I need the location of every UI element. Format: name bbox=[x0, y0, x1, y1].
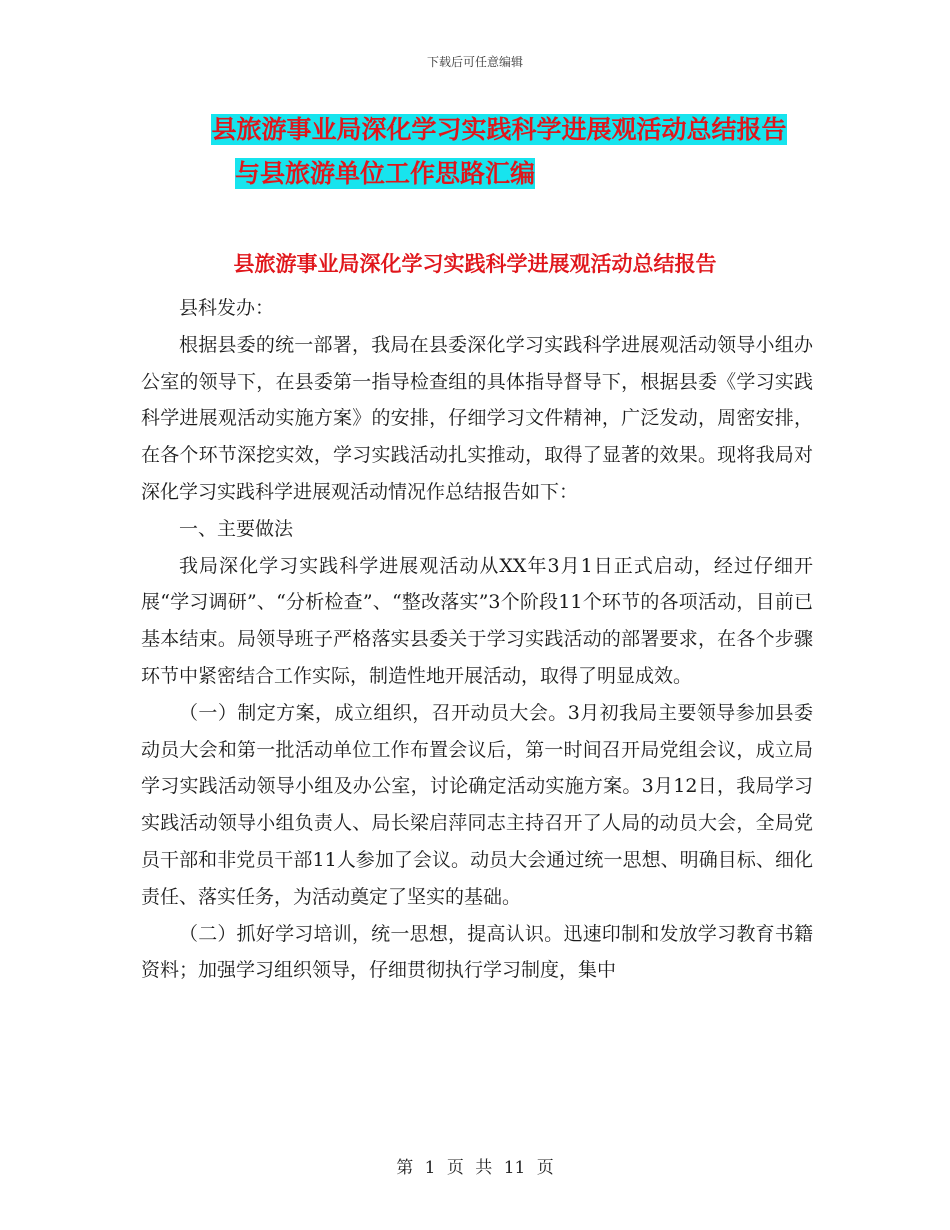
body-paragraph: 我局深化学习实践科学进展观活动从XX年3月1日正式启动，经过仔细开展“学习调研”、“分析检查”、“整改落实”3个阶段11个环节的各项活动，目前已基本结束。局领导班子严格落实县委关于学习实践活动的部署要求，在各个步骤环节中紧密结合工作实际，制造性地开展活动，取得了明显成效。 bbox=[141, 554, 813, 687]
page-header-note: 下载后可任意编辑 bbox=[426, 55, 523, 69]
salutation: 县科发办： bbox=[179, 297, 275, 319]
document-title-line-1 bbox=[0, 113, 950, 147]
document-title-line-2 bbox=[0, 157, 860, 191]
section-title: 县旅游事业局深化学习实践科学进展观活动总结报告 bbox=[233, 252, 717, 276]
document-body bbox=[141, 290, 813, 989]
body-paragraph: （二）抓好学习培训，统一思想，提高认识。迅速印制和发放学习教育书籍资料；加强学习组织领导，仔细贯彻执行学习制度，集中 bbox=[141, 922, 813, 982]
title-highlight-1: 县旅游事业局深化学习实践科学进展观活动总结报告 bbox=[211, 115, 787, 144]
body-paragraph: 根据县委的统一部署，我局在县委深化学习实践科学进展观活动领导小组办公室的领导下，在县委第一指导检查组的具体指导督导下，根据县委《学习实践科学进展观活动实施方案》的安排，仔细学习文件精神，广泛发动，周密安排，在各个环节深挖实效，学习实践活动扎实推动，取得了显著的效果。现将我局对深化学习实践科学进展观活动情况作总结报告如下： bbox=[141, 333, 813, 503]
subheading: 一、主要做法 bbox=[179, 517, 294, 540]
body-paragraph: （一）制定方案，成立组织，召开动员大会。3月初我局主要领导参加县委动员大会和第一批活动单位工作布置会议后，第一时间召开局党组会议，成立局学习实践活动领导小组及办公室，讨论确定活动实施方案。3月12日，我局学习实践活动领导小组负责人、局长梁启萍同志主持召开了人局的动员大会，全局党员干部和非党员干部11人参加了会议。动员大会通过统一思想、明确目标、细化责任、落实任务，为活动奠定了坚实的基础。 bbox=[141, 701, 813, 908]
title-highlight-2: 与县旅游单位工作思路汇编 bbox=[234, 159, 535, 188]
page-number-footer: 第 1 页 共 11 页 bbox=[396, 1158, 554, 1178]
